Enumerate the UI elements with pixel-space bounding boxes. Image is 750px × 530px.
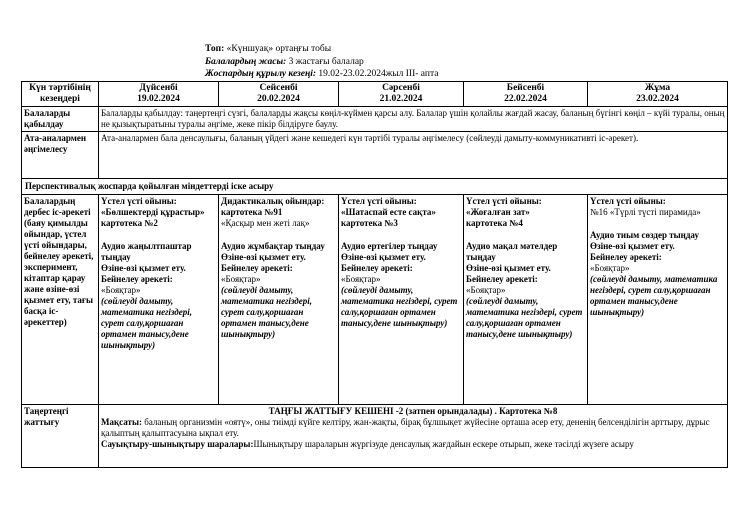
- day-name: Сейсенбі: [259, 83, 298, 93]
- self-service: Өзіне-өзі қызмет ету.: [101, 263, 186, 273]
- audio-activity: Аудио жұмбақтар тыңдау: [221, 241, 325, 251]
- plan-table: [21, 81, 728, 468]
- activities-label: Балалардың дербес іс-әрекеті (баяу қимылды ойындар, үстел үсті ойындары, бейнелеу әрекеті, эксперимент, кітаптар қарау және өзіне-өзі қызмет ету, тағы басқа іс-әрекеттер): [24, 196, 94, 327]
- age-line: [205, 56, 438, 69]
- activity-note: (сөйлеуді дамыту, математика негіздері, сурет салу,қоршаған ортамен танысу,дене шынықтыру): [590, 274, 718, 317]
- audio-activity: Аудио мақал мәтелдер тыңдау: [466, 241, 558, 262]
- exercise-label-cell: [22, 405, 99, 468]
- game-title: Үстел үсті ойыны:: [466, 196, 542, 206]
- exercise-health: [101, 439, 725, 450]
- day-name: Бейсенбі: [506, 83, 545, 93]
- day-name: Жұма: [644, 83, 671, 93]
- group-label: Топ:: [205, 44, 225, 54]
- activities-row: [22, 195, 728, 405]
- activity-note: (сөйлеуді дамыту, математика негіздері, сурет салу,қоршаған ортамен танысу,дене шынықтыру): [101, 296, 192, 350]
- colors-item: «Бояқтар»: [341, 274, 381, 284]
- day-date: 23.02.2024: [636, 94, 679, 104]
- period-value: 19.02-23.02.2024жыл III- апта: [316, 69, 439, 79]
- parents-text-cell: [99, 132, 728, 179]
- period-label: Жоспардың құрылу кезеңі:: [205, 69, 317, 79]
- audio-activity: Аудио тиым сөздер тыңдау: [590, 230, 699, 240]
- exercise-goal: [101, 417, 725, 439]
- age-value: 3 жастағы балалар: [286, 56, 364, 67]
- day-date: 22.02.2024: [504, 94, 547, 104]
- day-header-thursday: [464, 82, 588, 107]
- game-title: Үстел үсті ойыны:: [341, 196, 417, 206]
- parents-label: Ата-аналармен әңгімелесу: [24, 133, 87, 154]
- self-service: Өзіне-өзі қызмет ету.: [590, 241, 675, 251]
- age-label: Балалардың жасы:: [205, 56, 287, 67]
- game-name: «Бөлшектерді құрастыр»: [101, 207, 205, 217]
- group-value: «Күншуақ» ортаңғы тобы: [224, 44, 332, 54]
- goal-text: баланың организмін «оятү», оны тиімді күйге келтіру, жан-жақты, бірақ бұлшықет жүйесіне орташа әсер ету, дененің белсенділігін арттыру, дұрыс қалыптың қалыптасуына ықпал ету.: [101, 417, 710, 438]
- goal-label: Мақсаты:: [101, 417, 142, 427]
- schedule-header: Күн тәртібінің кезеңдері: [29, 83, 91, 104]
- day-date: 19.02.2024: [137, 94, 180, 104]
- activity-thursday: [464, 195, 588, 405]
- visual-activity: Бейнелеу әрекеті:: [101, 274, 173, 284]
- game-card: картотека №2: [101, 218, 158, 228]
- activity-note: (сөйлеуді дамыту, математика негіздері, сурет салу,қоршаған ортамен танысу,дене шынықтыру): [221, 285, 312, 339]
- colors-item: «Бояқтар»: [221, 274, 261, 284]
- activity-note: (сөйлеуді дамыту, математика негіздері, сурет салу,қоршаған ортамен танысу,дене шынықтыру): [341, 285, 458, 328]
- game-title: Дидактикалық ойындар: картотека №91: [221, 196, 325, 217]
- day-header-friday: [588, 82, 728, 107]
- health-text: Шынықтыру шараларын жүргізуде денсаулық жағдайын ескере отырып, жеке тәсілді жүзеге асыру: [253, 439, 634, 449]
- period-line: [205, 68, 438, 81]
- parents-text: Ата-аналармен бала денсаулығы, баланың үйдегі және кешедегі күн тәртібі туралы әңгімелесу (сөйлеуді дамыту-коммуникативті іс-әрекет).: [101, 133, 639, 143]
- visual-activity: Бейнелеу әрекеті:: [221, 263, 293, 273]
- game-title: Үстел үсті ойыны:: [101, 196, 177, 206]
- day-date: 21.02.2024: [379, 94, 423, 104]
- reception-label-cell: [22, 107, 99, 132]
- game-name: «Шатаспай есте сақта»: [341, 207, 436, 217]
- visual-activity: Бейнелеу әрекеті:: [341, 263, 413, 273]
- reception-text-cell: [99, 107, 728, 132]
- visual-activity: Бейнелеу әрекеті:: [466, 274, 538, 284]
- game-name: «Қасқыр мен жеті лақ»: [221, 218, 310, 228]
- activity-friday: [588, 195, 728, 405]
- game-card: картотека №3: [341, 218, 398, 228]
- schedule-header-cell: [22, 82, 99, 107]
- reception-text: Балаларды қабылдау: таңертеңгі сүзгі, балаларды жақсы көңіл-күймен қарсы алу. Балалар үшін қолайлы жағдай жасау, баланың бүгінгі көңіл – күйі туралы, оның не қызықтыратыны туралы әңгіме, жеке пікір білдіруге баулу.: [101, 108, 725, 129]
- self-service: Өзіне-өзі қызмет ету.: [466, 263, 551, 273]
- activity-note: (сөйлеуді дамыту, математика негіздері, сурет салу,қоршаған ортамен танысу,дене шынықтыру): [466, 296, 583, 339]
- day-name: Сәрсенбі: [382, 83, 420, 93]
- health-label: Сауықтыру-шынықтыру шаралары:: [101, 439, 254, 449]
- activities-label-cell: [22, 195, 99, 405]
- document-header: [205, 43, 438, 81]
- perspective-row: [22, 179, 728, 195]
- day-header-wednesday: [339, 82, 464, 107]
- exercise-card: . Картотека №8: [492, 406, 558, 416]
- game-title: Үстел үсті ойыны:: [590, 196, 666, 206]
- day-name: Дүйсенбі: [139, 83, 178, 93]
- exercise-label: Таңертеңгі жаттығу: [24, 406, 69, 427]
- parents-label-cell: [22, 132, 99, 179]
- exercise-title-line: [101, 406, 725, 417]
- colors-item: «Бояқтар»: [466, 285, 506, 295]
- visual-activity: Бейнелеу әрекеті:: [590, 252, 662, 262]
- game-name: «Жоғалған зат»: [466, 207, 530, 217]
- activity-tuesday: [219, 195, 339, 405]
- day-header-tuesday: [219, 82, 339, 107]
- game-name: №16 «Түрлі түсті пирамида»: [590, 207, 701, 217]
- game-card: картотека №4: [466, 218, 523, 228]
- reception-label: Балаларды қабылдау: [24, 108, 71, 129]
- colors-item: «Бояқтар»: [101, 285, 141, 295]
- self-service: Өзіне-өзі қызмет ету.: [221, 252, 306, 262]
- activity-wednesday: [339, 195, 464, 405]
- exercise-content-cell: [99, 405, 728, 468]
- days-header-row: [22, 82, 728, 107]
- exercise-title: ТАҢҒЫ ЖАТТЫҒУ КЕШЕНІ -2 (затпен орындалады): [268, 406, 493, 416]
- reception-row: [22, 107, 728, 132]
- perspective-text: Перспективалық жоспарда қойылған міндеттерді іске асыру: [25, 181, 274, 191]
- day-header-monday: [99, 82, 219, 107]
- parents-row: [22, 132, 728, 179]
- audio-activity: Аудио ертегілер тыңдау: [341, 241, 438, 251]
- day-date: 20.02.2024: [257, 94, 300, 104]
- perspective-cell: [22, 179, 728, 195]
- activity-monday: [99, 195, 219, 405]
- group-line: [205, 43, 438, 56]
- colors-item: «Бояқтар»: [590, 263, 630, 273]
- exercise-row: [22, 405, 728, 468]
- audio-activity: Аудио жаңылтпаштар тыңдау: [101, 241, 192, 262]
- self-service: Өзіне-өзі қызмет ету.: [341, 252, 426, 262]
